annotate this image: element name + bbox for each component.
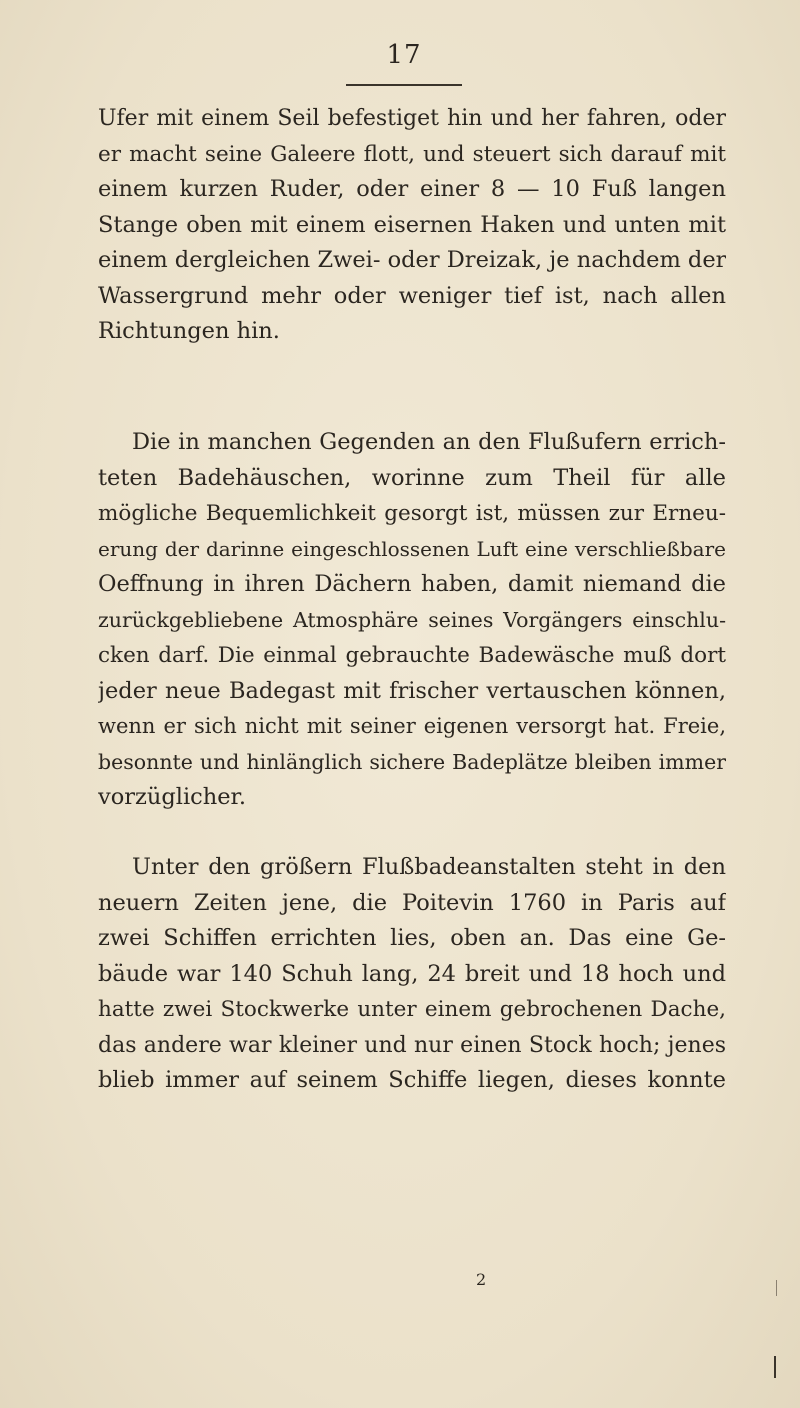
text-line: Die in manchen Gegenden an den Flußufern errich-	[132, 429, 726, 455]
margin-mark	[776, 1280, 777, 1296]
text-line: er macht seine Galeere flott, und steuert sich darauf mit	[98, 141, 726, 167]
text-line: mögliche Bequemlichkeit gesorgt ist, müssen zur Erneu-	[98, 501, 726, 526]
text-line: jeder neue Badegast mit frischer vertauschen können,	[98, 677, 726, 704]
margin-mark	[774, 1356, 776, 1378]
page-number: 17	[386, 40, 422, 70]
header-rule	[346, 84, 462, 86]
text-line: Wassergrund mehr oder weniger tief ist, nach allen	[98, 282, 726, 309]
text-line: zwei Schiffen errichten lies, oben an. Das eine Ge-	[98, 925, 726, 951]
text-line: cken darf. Die einmal gebrauchte Badewäsche muß dort	[98, 643, 726, 668]
paragraph-1	[98, 101, 726, 350]
text-line: erung der darinne eingeschlossenen Luft eine verschließbare	[98, 536, 726, 561]
text-line: Ufer mit einem Seil befestiget hin und her fahren, oder	[98, 106, 726, 131]
text-line: einem kurzen Ruder, oder einer 8 — 10 Fuß langen	[98, 176, 726, 202]
text-line: Stange oben mit einem eisernen Haken und unten mit	[98, 211, 726, 238]
text-line: zurückgebliebene Atmosphäre seines Vorgängers einschlu-	[98, 607, 726, 632]
text-line: vorzüglicher.	[98, 784, 246, 810]
text-line: das andere war kleiner und nur einen Stock hoch; jenes	[98, 1032, 726, 1058]
text-line: blieb immer auf seinem Schiffe liegen, dieses konnte	[98, 1067, 726, 1093]
text-line: Richtungen hin.	[98, 318, 280, 344]
text-line: wenn er sich nicht mit seiner eigenen versorgt hat. Freie,	[98, 714, 726, 738]
text-line: Oeffnung in ihren Dächern haben, damit niemand die	[98, 571, 726, 597]
text-line: neuern Zeiten jene, die Poitevin 1760 in Paris auf	[98, 889, 726, 916]
text-line: teten Badehäuschen, worinne zum Theil für alle	[98, 464, 726, 491]
text-line: hatte zwei Stockwerke unter einem gebrochenen Dache,	[98, 997, 726, 1022]
signature-mark: 2	[476, 1270, 487, 1289]
paragraph-2	[98, 425, 726, 816]
text-line: einem dergleichen Zwei- oder Dreizak, je nachdem der	[98, 247, 726, 273]
text-line: bäude war 140 Schuh lang, 24 breit und 18 hoch und	[98, 960, 726, 987]
paragraph-3	[98, 850, 726, 1099]
text-line: Unter den größern Flußbadeanstalten steht in den	[132, 854, 726, 880]
text-line: besonnte und hinlänglich sichere Badeplätze bleiben immer	[98, 749, 726, 774]
